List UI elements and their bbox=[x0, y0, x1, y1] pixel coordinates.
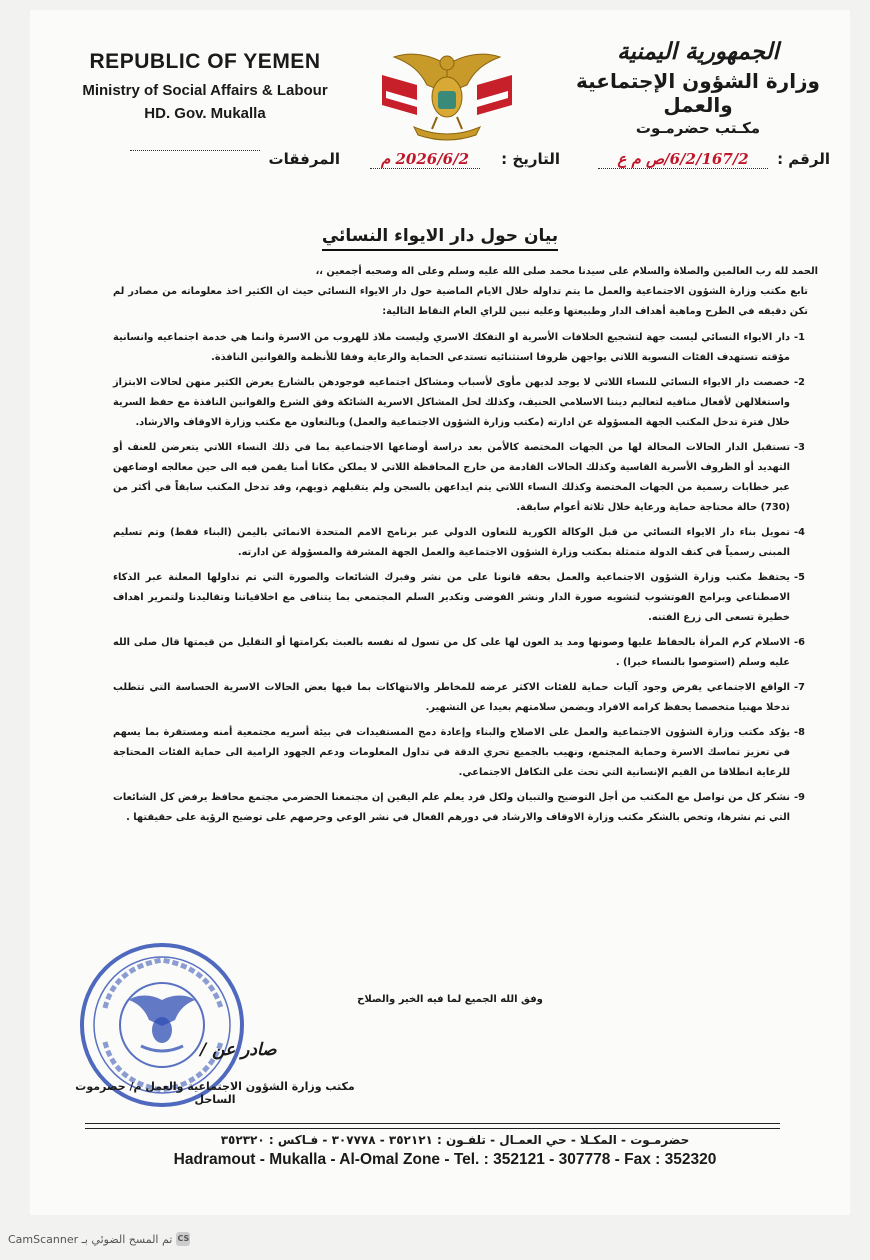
attachments-field bbox=[130, 150, 260, 151]
signer-line: صادر عن / bbox=[200, 1040, 277, 1060]
list-item: -4 تمويل بناء دار الايواء النسائي من قبل الوكالة الكورية للتعاون الدولي عبر برنامج الامم المتحدة الانمائي باليمن (البناء فقط) وتم تسليم المبنى رسمياً في كنف الدولة متمثلة بمكتب وزارة الشؤون الاجتماعية والعمل الجهة المشرفة والمسؤولة عن ادارته. bbox=[113, 527, 805, 558]
list-item: -2 خصصت دار الايواء النسائي للنساء اللاتي لا يوجد لديهن مأوى لأسباب ومشاكل اجتماعيه فوجودهن بالشارع يعرض الكثير منهن لحالات الابتزاز واستغلالهن لأفعال منافيه لتعاليم ديننا الاسلامي الحنيف، وكذلك لحل المشاكل الاسرية الشائكة وفق الشرع والقوانين النافذة مع حفظ السرية خلال فترة تدخل المكتب الجهة المسؤولة عن ادارته (مكتب وزارة الشؤون الاجتماعية والعمل) وبالتعاون مع مكتب وزارة الاوقاف والارشاد. bbox=[113, 377, 805, 428]
date-label: التاريخ : bbox=[501, 150, 560, 168]
ministry-name-en: Ministry of Social Affairs & Labour bbox=[82, 82, 328, 99]
footer-address-en: Hadramout - Mukalla - Al-Omal Zone - Tel. : 352121 - 307778 - Fax : 352320 bbox=[173, 1151, 717, 1168]
statement-body bbox=[113, 262, 818, 833]
reference-number-label: الرقم : bbox=[777, 150, 830, 168]
list-item: -9 نشكر كل من تواصل مع المكتب من أجل التوضيح والتبيان ولكل فرد يعلم علم اليقين إن مجتمعنا الحضرمي مجتمع محافظ يرفض كل الشائعات التي تم نشرها، وتخص بالشكر مكتب وزارة الاوقاف والارشاد في دورهم الفعال في نشر الوعي وحرصهم على توضيح الرؤية على حقيقتها . bbox=[113, 792, 805, 823]
footer-rule-bottom bbox=[85, 1128, 780, 1129]
header-english bbox=[50, 50, 360, 122]
date-value: 2026/6/2 م bbox=[370, 150, 480, 169]
signer-office: مكتب وزارة الشؤون الاجتماعية والعمل م/ حضرموت الساحل bbox=[75, 1080, 355, 1106]
document-title bbox=[290, 226, 590, 246]
list-item: -3 تستقبل الدار الحالات المحالة لها من الجهات المختصة كالأمن بعد دراسة أوضاعها الاجتماعية بما في ذلك النساء اللاتي يتعرضن للعنف أو التهديد أو الظروف الأسرية القاسية وكذلك الحالات القادمة من خارج المحافظة اللاتي لا يملكن مكانا أمنا يقمن فيه الى حين معالجه اوضاعهن عبر خطابات رسمية من الجهات المختصة وكذلك النساء اللاتي يتم ايداعهن بالسجن ولم يتقبلهم ذويهم، وقد تدخل المكتب سابقاً في أكثر من (730) حالة محتاجة حماية ورعاية خلال ثلاثة أعوام سابقة. bbox=[113, 442, 805, 513]
footer-rule-top bbox=[85, 1123, 780, 1124]
ministry-name-ar: وزارة الشؤون الإجتماعية والعمل bbox=[575, 69, 820, 117]
camscanner-watermark bbox=[8, 1232, 190, 1246]
first-paragraph: تابع مكتب وزارة الشؤون الاجتماعية والعمل ما يتم تداوله خلال الايام الماضية حول دار الايواء النسائي حيث ان الكثير اخذ معلوماته من مصادر لم تكن دقيقه في الطرح وماهية أهداف الدار وطبيعتها وعليه نبين للراي العام النقاط التالية: bbox=[113, 286, 808, 317]
document-title-text: بيان حول دار الايواء النسائي bbox=[322, 226, 558, 251]
list-item: -6 الاسلام كرم المرأة بالحفاظ عليها وصونها ومد يد العون لها على كل من تسول له نفسه بالعبث بكرامتها أو التقليل من قيمتها قال صلى الله عليه وسلم (استوصوا بالنساء خيرا) . bbox=[113, 637, 805, 668]
country-name-en: REPUBLIC OF YEMEN bbox=[89, 50, 321, 73]
footer-address-ar: حضرمـوت - المكـلا - حي العمـال - تلفـون : ٣٥٢١٢١ - ٣٠٧٧٧٨ - فـاكس : ٣٥٢٣٢٠ bbox=[220, 1133, 690, 1147]
header-arabic bbox=[548, 38, 848, 137]
list-item: -7 الواقع الاجتماعي يفرض وجود آليات حماية للفئات الاكثر عرضه للمخاطر والانتهاكات بما فيها بعض الحالات الاسرية الحساسة التي تتطلب تدخلا مهنيا متخصصا يحفظ كرامه الافراد ويضمن سلامتهم بعيدا عن التشهير. bbox=[113, 682, 805, 713]
reference-line bbox=[55, 150, 830, 178]
camscanner-logo-icon: CS bbox=[176, 1232, 190, 1246]
list-item: -1 دار الايواء النسائي ليست جهة لتشجيع الخلافات الأسرية او التفكك الاسري وليست ملاذ للهروب من الاسرة وانما هي خدمة اجتماعيه وانسانية مؤقته تستهدف الفئات النسوية اللاتي يواجهن ظروفا استثنائيه تستدعي الحماية والرعاية وفقا للأنظمة والقوانين النافذة. bbox=[113, 332, 805, 363]
reference-number-value: 6/2/167/2/ص م ع bbox=[598, 150, 768, 169]
opening-greeting: الحمد لله رب العالمين والصلاة والسلام على سيدنا محمد صلى الله عليه وسلم وعلى اله وصحبه أجمعين ،، bbox=[315, 266, 818, 277]
country-name-ar: الجمهورية اليمنية bbox=[617, 38, 779, 65]
office-name-en: HD. Gov. Mukalla bbox=[144, 105, 266, 122]
closing-line: وفق الله الجميع لما فيه الخير والصلاح bbox=[357, 994, 543, 1005]
office-name-ar: مكـتب حضرمـوت bbox=[635, 119, 761, 137]
yemen-eagle-emblem-icon bbox=[372, 45, 522, 145]
list-item: -8 يؤكد مكتب وزارة الشؤون الاجتماعية والعمل على الاصلاح والبناء وإعادة دمج المستفيدات في بيئة أسريه مجتمعية أمنه ومستقرة بما يسهم في تعزيز تماسك الاسرة وحماية المجتمع، ونهيب بالجميع تحري الدقة في تداول المعلومات ودعم الجهود الرامية الى حماية الفئات المحتاجة للرعاية انطلاقا من القيم الإنسانية التي تحث على التكافل الاجتماعي. bbox=[113, 727, 805, 778]
attachments-label: المرفقات bbox=[268, 150, 340, 168]
list-item: -5 يحتفظ مكتب وزارة الشؤون الاجتماعية والعمل بحقه قانونا على من نشر وفبرك الشائعات والصورة التي تم تداولها المعلنة عبر الذكاء الاصطناعي وبرامج الفوتشوب لتشويه صورة الدار ونشر الفوضى وتكدير السلم المجتمعي بما يتنافى مع اخلاقياتنا وتقاليدنا ولتمرير اهداف خطيرة تسعى الى زرع الفتنه. bbox=[113, 572, 805, 623]
statement-points bbox=[113, 328, 818, 828]
camscanner-text: تم المسح الضوئي بـ CamScanner bbox=[8, 1232, 173, 1246]
